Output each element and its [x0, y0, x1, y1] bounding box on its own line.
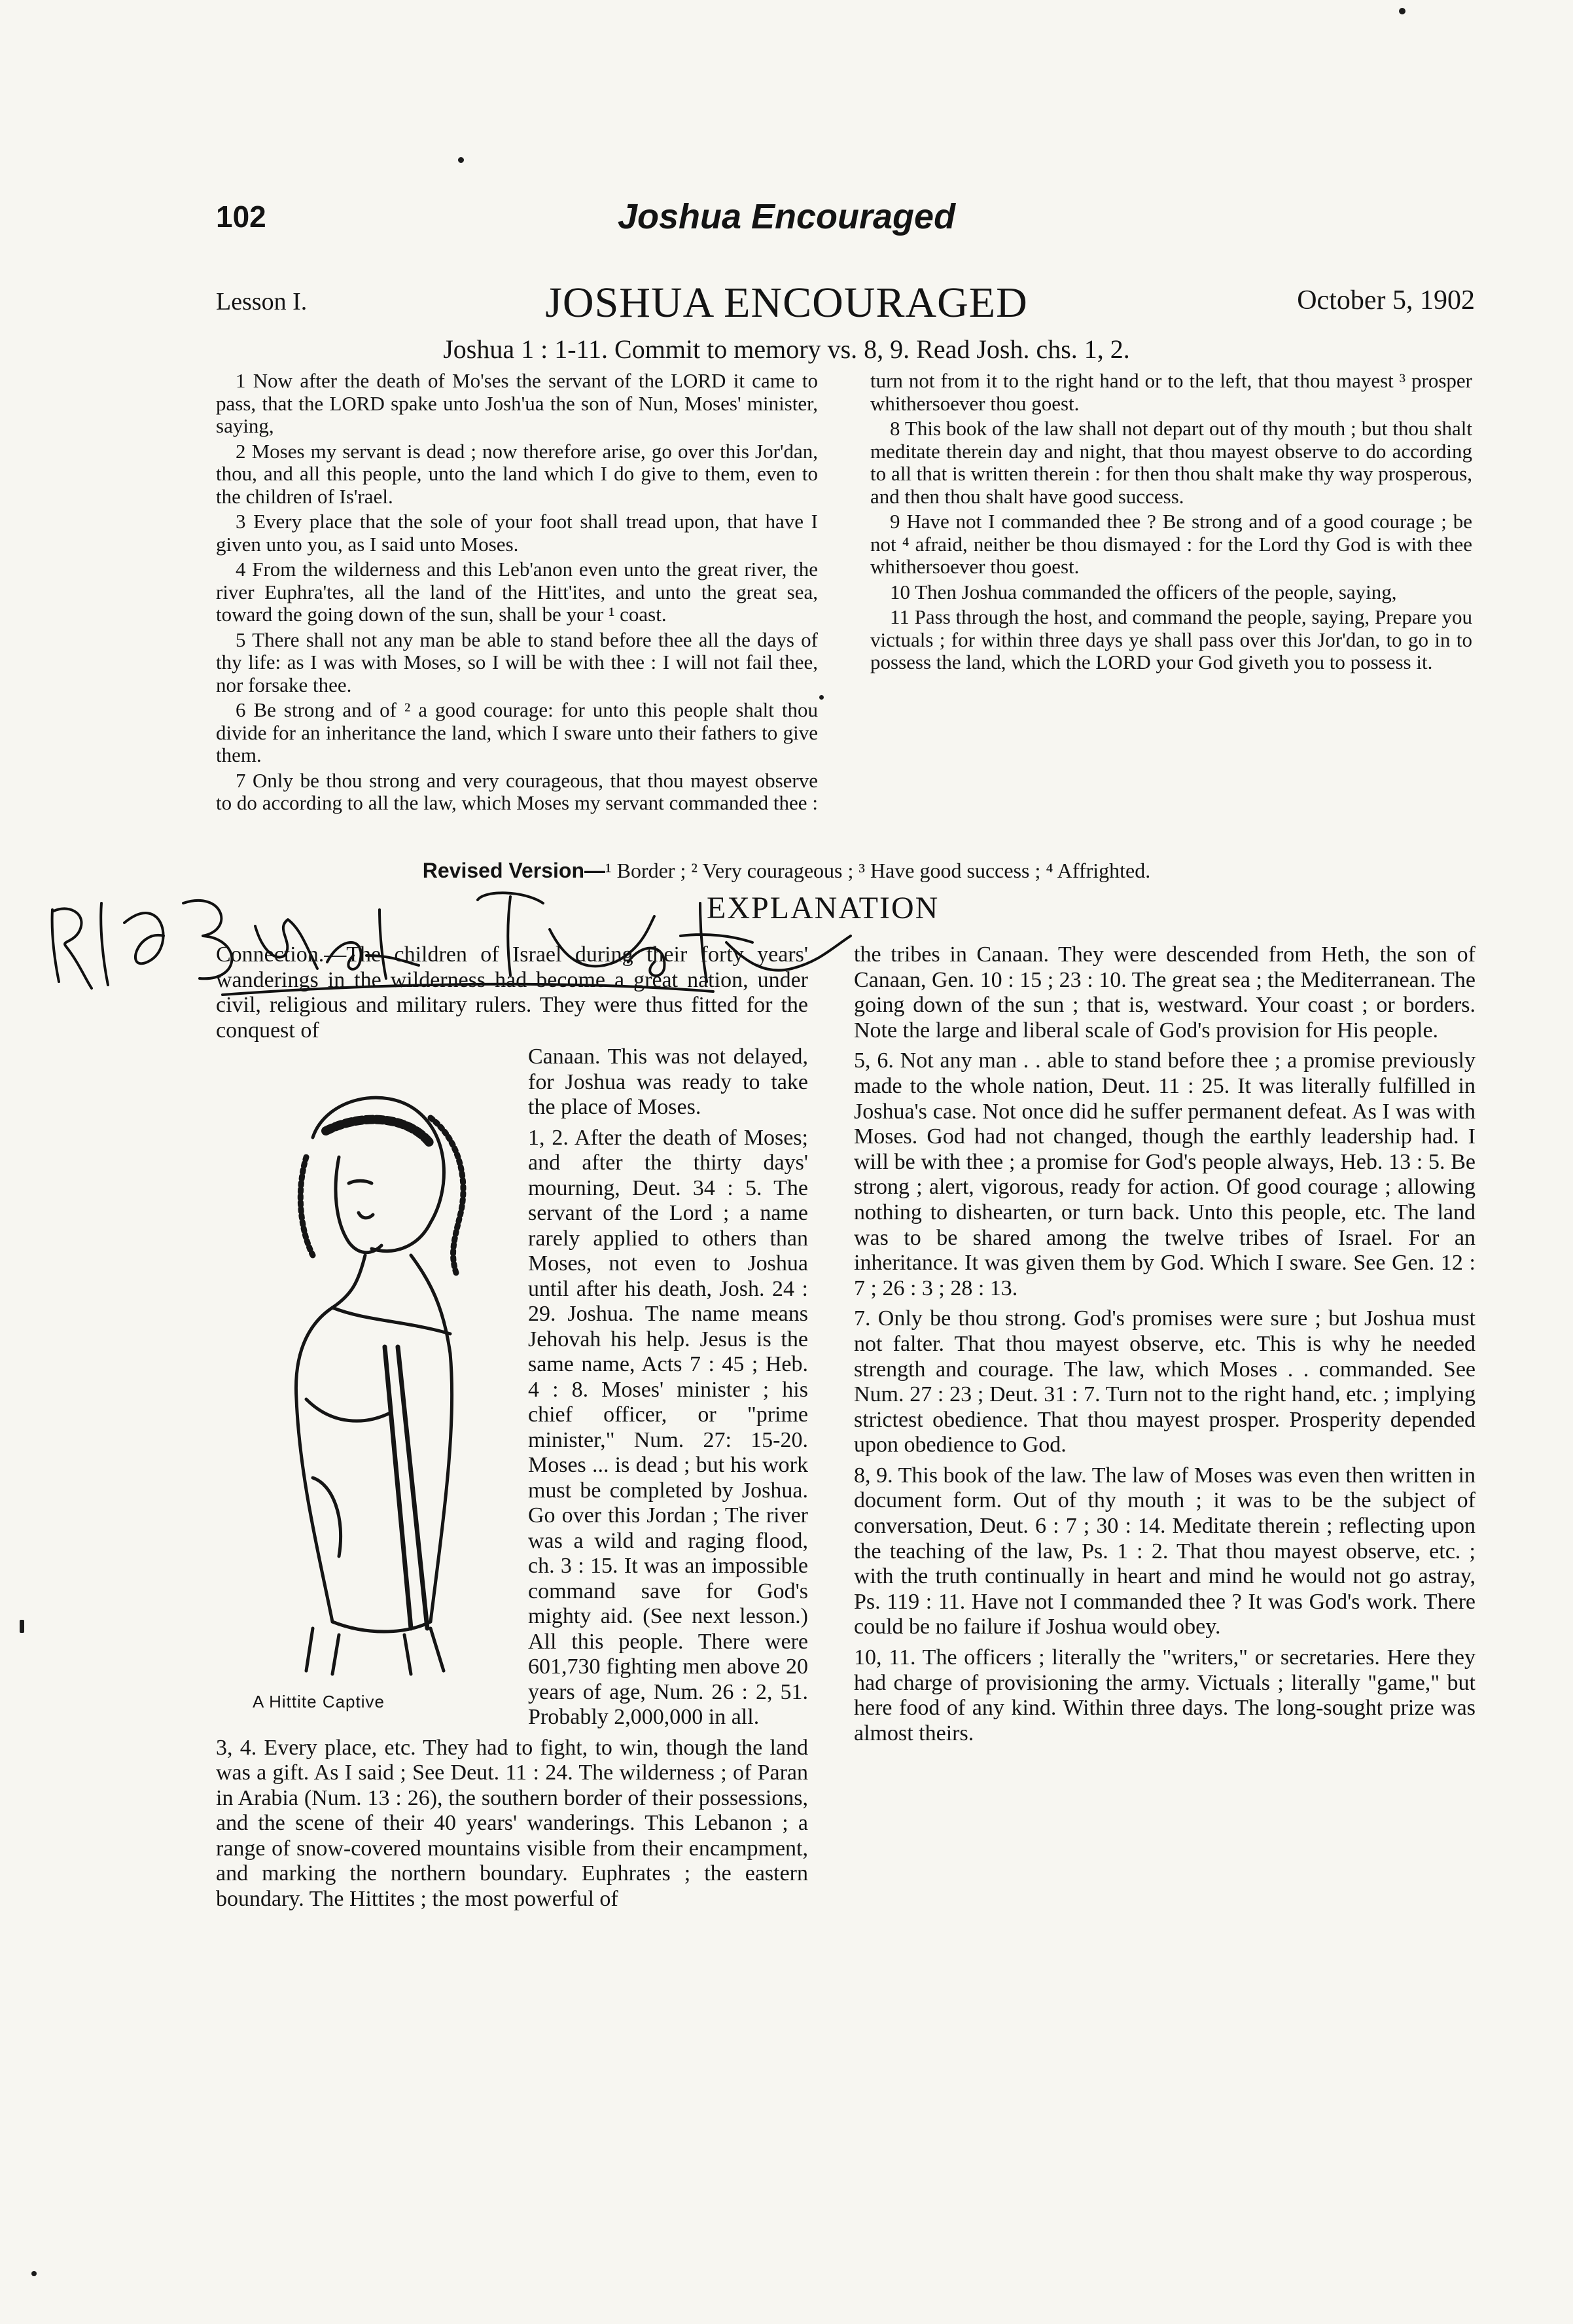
speck-mark	[458, 157, 464, 163]
explanation-paragraph: 8, 9. This book of the law. The law of Moses was even then written in document form. Out of thy mouth ; it was to be the subject of conversation, Deut. 6 : 7 ; 30 : 14. Meditate therein ; reflecting upon the teaching of the law, Ps. 1 : 2. That thou mayest observe, etc. ; with the truth continually in heart and mind he would not go astray, Ps. 119 : 11. Have not I commanded thee ? It was God's work. There could be no failure if Joshua would obey.	[854, 1463, 1476, 1639]
hittite-captive-illustration	[234, 1059, 496, 1681]
explanation-intro	[216, 942, 808, 1043]
explanation-paragraph: 5, 6. Not any man . . able to stand before thee ; a promise previously made to the whole nation, Deut. 11 : 25. It was literally fulfilled in Joshua's case. Not once did he suffer permanent defeat. As I was with Moses. God had not changed, though the earthly leadership had. I will be with thee ; a promise for God's people always, Heb. 13 : 5. Be strong ; alert, vigorous, ready for action. Of good courage ; allowing nothing to dishearten, or turn back. Unto this people, etc. The land was to be shared among the twelve tribes of Israel. For an inheritance. It was given them by God. Which I sware. See Gen. 12 : 7 ; 26 : 3 ; 28 : 13.	[854, 1048, 1476, 1300]
connection-text: Connection.—The children of Israel during their forty years' wanderings in the wilderness had become a great nation, under civil, religious and military rulers. They were thus fitted for the conquest of	[216, 942, 808, 1043]
lesson-date: October 5, 1902	[1297, 285, 1475, 315]
verse: 6 Be strong and of ² a good courage: for unto this people shalt thou divide for an inheritance the land, which I sware unto their fathers to give them.	[216, 698, 818, 766]
verse: 4 From the wilderness and this Leb'anon even unto the great river, the river Euphra'tes, all the land of the Hitt'ites, and unto the great sea, toward the going down of the sun, shall be your ¹ coast.	[216, 558, 818, 626]
speck-mark	[31, 2271, 37, 2276]
verse: 7 Only be thou strong and very courageous, that thou mayest observe to do according to all the law, which Moses my servant commanded thee : turn not from it to the right hand or to the left, that thou mayest ³ prosper whithersoever thou goest.	[216, 369, 1472, 814]
verse: 11 Pass through the host, and command the people, saying, Prepare you victuals ; for within three days ye shall pass over this Jor'dan, to go in to possess the land, which the LORD your God giveth you to possess it.	[870, 605, 1472, 673]
verse: 8 This book of the law shall not depart out of thy mouth ; but thou shalt meditate therein day and night, that thou mayest observe to do according to all that is written therein : for then thou shalt make thy way prosperous, and then thou shalt have good success.	[870, 417, 1472, 508]
lesson-heading	[0, 278, 1573, 331]
verse: 3 Every place that the sole of your foot shall tread upon, that have I given unto you, as I said unto Moses.	[216, 510, 818, 556]
scripture-reference: Joshua 1 : 1-11. Commit to memory vs. 8, 9. Read Josh. chs. 1, 2.	[443, 334, 1130, 364]
explanation-heading: EXPLANATION	[707, 891, 940, 925]
explanation-column-left	[216, 1045, 808, 1917]
explanation-paragraph: 7. Only be thou strong. God's promises were sure ; but Joshua must not falter. That thou mayest observe, etc. This is why he needed strength and courage. The law, which Moses . . commanded. See Num. 27 : 23 ; Deut. 31 : 7. Turn not to the right hand, etc. ; implying strictest obedience. That thou mayest prosper. Prosperity depended upon obedience to God.	[854, 1306, 1476, 1457]
explanation-paragraph: 10, 11. The officers ; literally the "writers," or secretaries. Here they had charge of provisioning the army. Victuals ; literally "game," but here food of any kind. Within three days. The long-sought prize was almost theirs.	[854, 1645, 1476, 1745]
explanation-column-right	[854, 942, 1476, 1751]
explanation-paragraph: Canaan. This was not delayed, for Joshua was ready to take the place of Moses.	[528, 1045, 808, 1119]
figure-caption: A Hittite Captive	[253, 1692, 385, 1711]
page-number: 102	[216, 200, 266, 234]
running-title: Joshua Encouraged	[617, 197, 956, 236]
speck-mark	[1399, 8, 1405, 14]
verse: 1 Now after the death of Mo'ses the servant of the LORD it came to pass, that the LORD spake unto Josh'ua the son of Nun, Moses' minister, saying,	[216, 369, 818, 437]
illustration-figure	[216, 1045, 514, 1709]
verse: 2 Moses my servant is dead ; now therefore arise, go over this Jor'dan, thou, and all this people, unto the land which I do give to them, even to the children of Is'rael.	[216, 439, 818, 508]
scripture-text	[216, 370, 1472, 857]
explanation-paragraph: 3, 4. Every place, etc. They had to fight, to win, though the land was a gift. As I said ; See Deut. 11 : 24. The wilderness ; of Paran in Arabia (Num. 13 : 26), the southern border of their possessions, and the scene of their 40 years' wanderings. This Lebanon ; a range of snow-covered mountains visible from their encampment, and marking the northern boundary. Euphrates ; the eastern boundary. The Hittites ; the most powerful of	[216, 1735, 808, 1911]
verse: 9 Have not I commanded thee ? Be strong and of a good courage ; be not ⁴ afraid, neither be thou dismayed : for the Lord thy God is with thee whithersoever thou goest.	[870, 510, 1472, 578]
verse: 5 There shall not any man be able to stand before thee all the days of thy life: as I was with Moses, so I will be with thee : I will not fail thee, nor forsake thee.	[216, 628, 818, 696]
explanation-paragraph: the tribes in Canaan. They were descended from Heth, the son of Canaan, Gen. 10 : 15 ; 23 : 10. The great sea ; the Mediterranean. The going down of the sun ; that is, westward. Your coast ; or borders. Note the large and liberal scale of God's provision for His people.	[854, 942, 1476, 1043]
running-header	[0, 196, 1573, 249]
verse: 10 Then Joshua commanded the officers of the people, saying,	[890, 580, 1397, 603]
lesson-title: JOSHUA ENCOURAGED	[545, 279, 1028, 327]
explanation-paragraph: 1, 2. After the death of Moses; and after the thirty days' mourning, Deut. 34 : 5. The servant of the Lord ; a name rarely applied to others than Moses, not even to Joshua until after his death, Josh. 24 : 29. Joshua. The name means Jehovah his help. Jesus is the same name, Acts 7 : 45 ; Heb. 4 : 8. Moses' minister ; his chief officer, or "prime minister," Num. 27: 15-20. Moses ... is dead ; but his work must be completed by Joshua. Go over this Jordan ; The river was a wild and raging flood, ch. 3 : 15. It was an impossible command save for God's mighty aid. (See next lesson.) All this people. There were 601,730 fighting men above 20 years of age, Num. 26 : 2, 51. Probably 2,000,000 in all.	[528, 1125, 808, 1729]
lesson-label: Lesson I.	[216, 288, 308, 315]
revised-version-text: ¹ Border ; ² Very courageous ; ³ Have good success ; ⁴ Affrighted.	[605, 859, 1151, 882]
revised-version-label: Revised Version—	[422, 859, 605, 882]
speck-mark	[20, 1620, 24, 1633]
